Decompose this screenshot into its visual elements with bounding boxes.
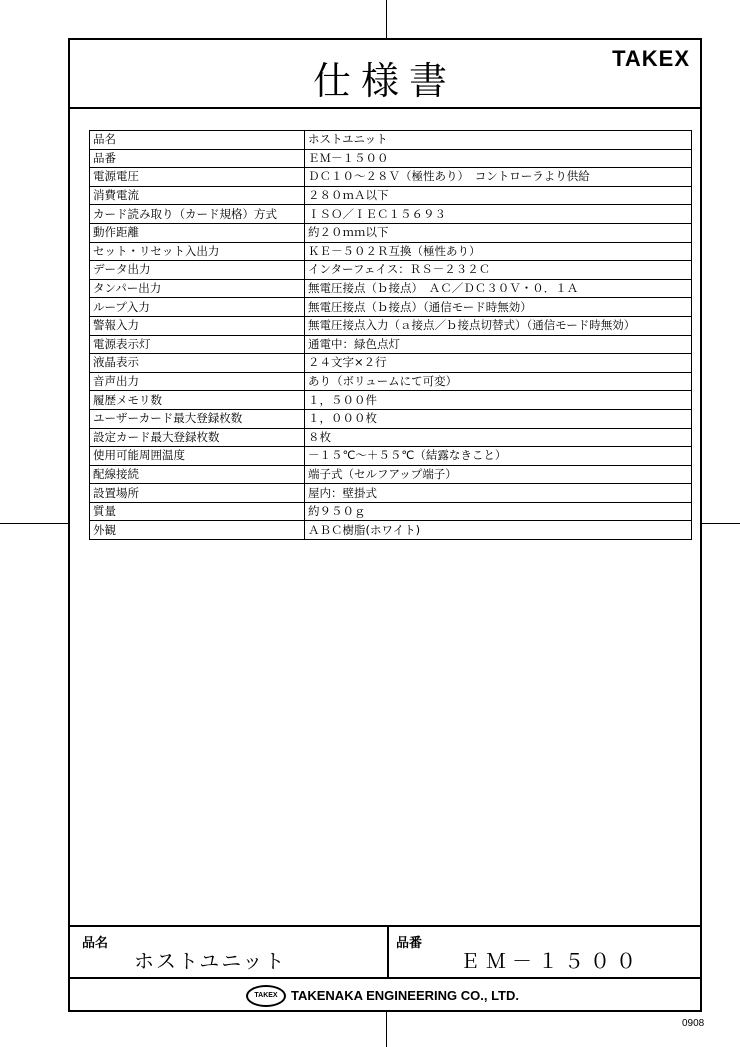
brand-logo: TAKEX — [612, 46, 690, 71]
spec-value: －１５℃～＋５５℃（結露なきこと） — [305, 447, 692, 466]
spec-value: インターフェイス：ＲＳ－２３２Ｃ — [305, 261, 692, 280]
spec-value: 端子式（セルフアップ端子） — [305, 465, 692, 484]
spec-label: 外観 — [90, 521, 305, 540]
spec-label: カード読み取り（カード規格）方式 — [90, 205, 305, 224]
footer-name-value: ホストユニット — [134, 949, 287, 973]
spec-label: 質量 — [90, 502, 305, 521]
spec-label: 品名 — [90, 131, 305, 150]
spec-row — [90, 261, 692, 280]
spec-label: 使用可能周囲温度 — [90, 447, 305, 466]
spec-value: あり（ボリュームにて可変） — [305, 372, 692, 391]
spec-row — [90, 391, 692, 410]
spec-row — [90, 484, 692, 503]
spec-label: ループ入力 — [90, 298, 305, 317]
spec-value: ２８０ｍＡ以下 — [305, 186, 692, 205]
footer-number-label: 品番 — [396, 936, 423, 951]
document-code: 0908 — [682, 1018, 705, 1029]
company-name: TAKENAKA ENGINEERING CO., LTD. — [291, 988, 519, 1003]
spec-label: 設置場所 — [90, 484, 305, 503]
document-frame — [68, 38, 702, 1012]
company-logo: TAKEX — [246, 985, 286, 1007]
footer-divider — [387, 927, 389, 977]
spec-value: ＩＳＯ／ＩＥＣ１５６９３ — [305, 205, 692, 224]
footer-product-box — [70, 925, 700, 979]
spec-label: 電源表示灯 — [90, 335, 305, 354]
spec-row — [90, 298, 692, 317]
document-title: 仕様書 — [312, 59, 457, 103]
spec-label: 設定カード最大登録枚数 — [90, 428, 305, 447]
spec-label: セット・リセット入出力 — [90, 242, 305, 261]
spec-row — [90, 372, 692, 391]
spec-label: データ出力 — [90, 261, 305, 280]
spec-row — [90, 335, 692, 354]
crop-mark-right — [702, 523, 740, 524]
spec-row — [90, 409, 692, 428]
spec-value: 無電圧接点（ｂ接点）（通信モード時無効） — [305, 298, 692, 317]
spec-value: ホストユニット — [305, 131, 692, 150]
spec-value: 約２０ｍｍ以下 — [305, 223, 692, 242]
spec-value: ＫＥ－５０２Ｒ互換（極性あり） — [305, 242, 692, 261]
spec-row — [90, 223, 692, 242]
spec-row — [90, 354, 692, 373]
crop-mark-top — [386, 0, 387, 38]
spec-row — [90, 168, 692, 187]
spec-value: 約９５０ｇ — [305, 502, 692, 521]
spec-row — [90, 521, 692, 540]
spec-row — [90, 447, 692, 466]
spec-row — [90, 465, 692, 484]
spec-row — [90, 131, 692, 150]
spec-row — [90, 428, 692, 447]
spec-label: ユーザーカード最大登録枚数 — [90, 409, 305, 428]
spec-label: 警報入力 — [90, 316, 305, 335]
crop-mark-bottom — [386, 1012, 387, 1047]
spec-row — [90, 242, 692, 261]
spec-label: 品番 — [90, 149, 305, 168]
spec-label: 液晶表示 — [90, 354, 305, 373]
crop-mark-left — [0, 523, 68, 524]
spec-label: タンパー出力 — [90, 279, 305, 298]
spec-label: 動作距離 — [90, 223, 305, 242]
spec-row — [90, 316, 692, 335]
title-area — [70, 40, 700, 109]
spec-row — [90, 205, 692, 224]
footer-number-value: ＥＭ－１５００ — [460, 949, 642, 973]
spec-value: １，５００件 — [305, 391, 692, 410]
spec-value: ＤＣ１０～２８Ｖ（極性あり） コントローラより供給 — [305, 168, 692, 187]
spec-label: 履歴メモリ数 — [90, 391, 305, 410]
footer-name-label: 品名 — [82, 936, 109, 951]
spec-row — [90, 186, 692, 205]
footer-company — [70, 979, 700, 1012]
spec-value: ８枚 — [305, 428, 692, 447]
spec-row — [90, 149, 692, 168]
spec-value: 無電圧接点入力（ａ接点／ｂ接点切替式）（通信モード時無効） — [305, 316, 692, 335]
spec-row — [90, 279, 692, 298]
spec-value: 通電中：緑色点灯 — [305, 335, 692, 354]
spec-value: ＥＭ－１５００ — [305, 149, 692, 168]
spec-value: 屋内：壁掛式 — [305, 484, 692, 503]
spec-label: 音声出力 — [90, 372, 305, 391]
spec-label: 電源電圧 — [90, 168, 305, 187]
spec-table — [89, 130, 692, 540]
spec-label: 配線接続 — [90, 465, 305, 484]
spec-label: 消費電流 — [90, 186, 305, 205]
spec-value: ２４文字×２行 — [305, 354, 692, 373]
spec-value: 無電圧接点（ｂ接点） ＡＣ／ＤＣ３０Ｖ・０．１Ａ — [305, 279, 692, 298]
spec-row — [90, 502, 692, 521]
spec-value: １，０００枚 — [305, 409, 692, 428]
spec-value: ＡＢＣ樹脂(ホワイト) — [305, 521, 692, 540]
